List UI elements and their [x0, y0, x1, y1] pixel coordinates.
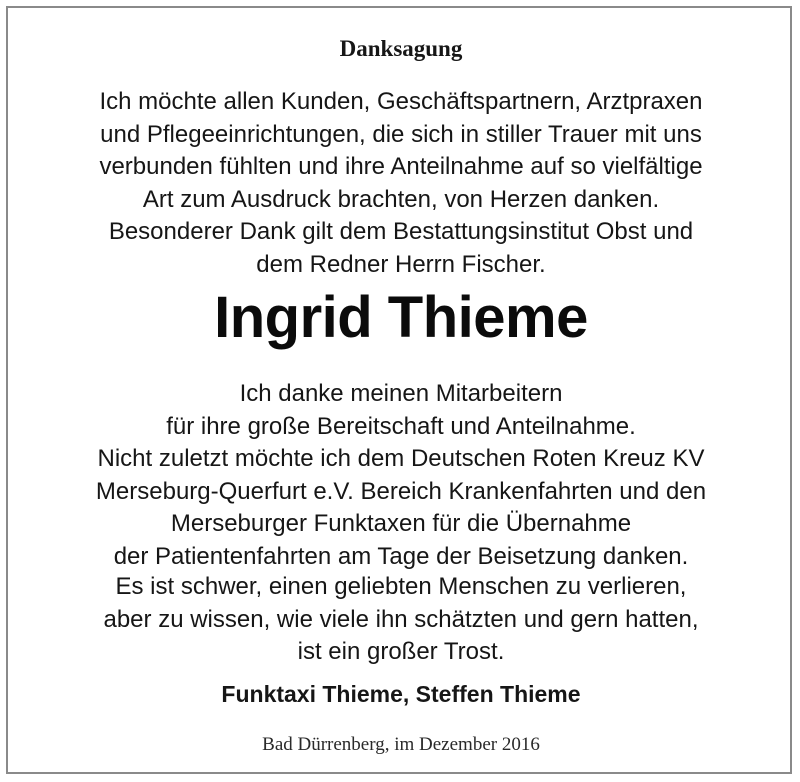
intro-paragraph: [8, 86, 794, 282]
intro-line: Ich möchte allen Kunden, Geschäftspartnern, Arztpraxen: [99, 88, 703, 115]
thanks-line: Ich danke meinen Mitarbeitern: [239, 380, 563, 407]
thanks-line: Merseburger Funktaxen für die Übernahme: [170, 510, 632, 537]
closing-paragraph: [8, 571, 794, 669]
intro-line: verbunden fühlten und ihre Anteilnahme auf so vielfältige: [99, 153, 703, 181]
closing-line: ist ein großer Trost.: [297, 638, 505, 665]
thanks-line: der Patientenfahrten am Tage der Beisetzung danken.: [113, 542, 689, 570]
intro-line: dem Redner Herrn Fischer.: [256, 250, 546, 278]
notice-heading: Danksagung: [339, 36, 463, 61]
thanks-line: Nicht zuletzt möchte ich dem Deutschen Roten Kreuz KV: [97, 445, 705, 472]
thanks-line: Merseburg-Querfurt e.V. Bereich Krankenfahrten und den: [95, 477, 707, 505]
closing-line: aber zu wissen, wie viele ihn schätzten und gern hatten,: [103, 605, 699, 633]
closing-line: Es ist schwer, einen geliebten Menschen zu verlieren,: [115, 573, 687, 600]
notice-frame: [6, 6, 792, 774]
intro-line: Besonderer Dank gilt dem Bestattungsinstitut Obst und: [108, 218, 694, 246]
thanks-paragraph: [8, 378, 794, 573]
signature: Funktaxi Thieme, Steffen Thieme: [221, 681, 581, 707]
intro-line: und Pflegeeinrichtungen, die sich in stiller Trauer mit uns: [100, 120, 702, 148]
intro-line: Art zum Ausdruck brachten, von Herzen danken.: [142, 185, 660, 213]
deceased-name: Ingrid Thieme: [214, 285, 588, 350]
place-date: Bad Dürrenberg, im Dezember 2016: [262, 734, 540, 755]
thanks-line: für ihre große Bereitschaft und Anteilnahme.: [166, 412, 636, 440]
